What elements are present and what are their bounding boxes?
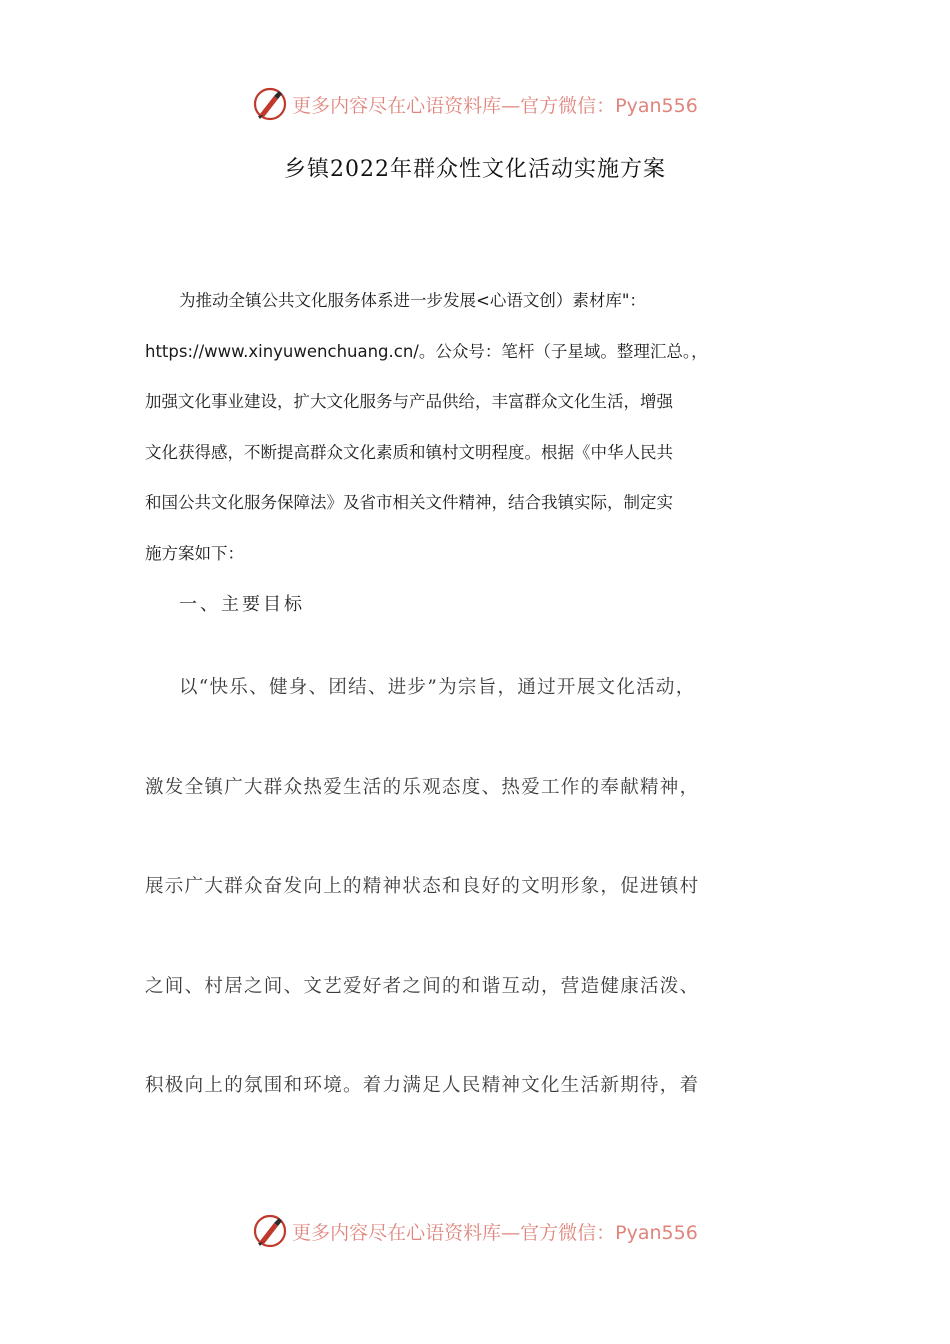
wechat-id: Pyan556 (615, 1221, 698, 1244)
body-line: 积极向上的氛围和环境。着力满足人民精神文化生活新期待，着 (145, 1075, 700, 1097)
document-title: 乡镇2022年群众性文化活动实施方案 (284, 157, 666, 182)
section-heading: 一、主要目标 (179, 594, 305, 615)
body-line: 之间、村居之间、文艺爱好者之间的和谐互动，营造健康活泼、 (145, 975, 700, 997)
footer-banner (0, 1211, 950, 1251)
intro-line: 文化获得感，不断提高群众文化素质和镇村文明程度。根据《中华人民共 (145, 442, 673, 462)
intro-line: 和国公共文化服务保障法》及省市相关文件精神，结合我镇实际，制定实 (145, 493, 673, 513)
intro-line: 为推动全镇公共文化服务体系进一步发展<心语文创）素材库"： (179, 291, 646, 310)
body-line: 展示广大群众奋发向上的精神状态和良好的文明形象，促进镇村 (145, 876, 700, 898)
intro-line: 加强文化事业建设，扩大文化服务与产品供给，丰富群众文化生活，增强 (145, 392, 673, 412)
intro-line: https://www.xinyuwenchuang.cn/。公众号：笔杆（子星域。整理汇总。， (145, 341, 708, 361)
intro-paragraph (145, 276, 775, 580)
intro-line: 施方案如下： (145, 543, 244, 563)
pen-logo-icon (252, 86, 288, 122)
header-banner (0, 84, 950, 124)
banner-text: 更多内容尽在心语资料库—官方微信：Pyan556 (292, 94, 698, 117)
pen-logo-icon (252, 1213, 288, 1249)
body-line: 以“快乐、健身、团结、进步”为宗旨，通过开展文化活动， (179, 677, 696, 698)
body-line: 激发全镇广大群众热爱生活的乐观态度、热爱工作的奉献精神， (145, 776, 700, 798)
banner-text: 更多内容尽在心语资料库—官方微信：Pyan556 (292, 1221, 698, 1244)
wechat-id: Pyan556 (615, 94, 698, 117)
body-paragraph (145, 665, 785, 1163)
